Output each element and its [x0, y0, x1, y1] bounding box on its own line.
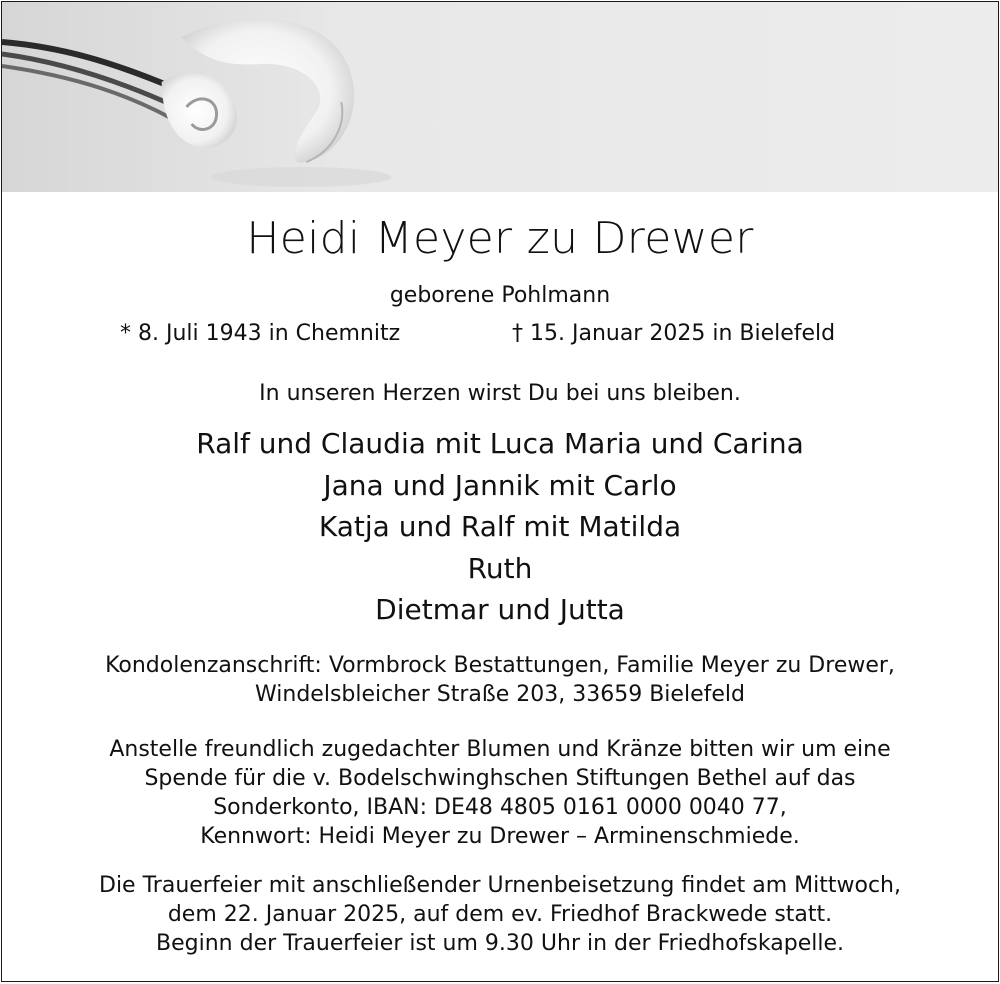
deceased-name: Heidi Meyer zu Drewer — [246, 213, 754, 264]
calla-lily-photo — [2, 2, 998, 192]
birth-name: geborene Pohlmann — [389, 283, 611, 308]
ceremony-info — [2, 871, 998, 958]
family-line: Ruth — [467, 551, 533, 585]
condolence-line: Kondolenzanschrift: Vormbrock Bestattungen, Familie Meyer zu Drewer, — [105, 653, 895, 678]
family-line: Katja und Ralf mit Matilda — [318, 510, 682, 543]
condolence-address — [2, 651, 998, 709]
donation-line: Spende für die v. Bodelschwinghschen Stiftungen Bethel auf das — [144, 766, 856, 791]
calla-lily-image — [2, 2, 998, 192]
donation-line: Sonderkonto, IBAN: DE48 4805 0161 0000 0040 77, — [213, 795, 787, 820]
birth-date: * 8. Juli 1943 in Chemnitz — [120, 321, 401, 346]
family-line: Jana und Jannik mit Carlo — [323, 468, 677, 502]
obituary-notice — [1, 1, 999, 982]
donation-line: Kennwort: Heidi Meyer zu Drewer – Arminenschmiede. — [200, 824, 800, 849]
condolence-line: Windelsbleicher Straße 203, 33659 Bielefeld — [255, 682, 745, 707]
ceremony-line: dem 22. Januar 2025, auf dem ev. Friedhof Brackwede statt. — [167, 902, 833, 927]
ceremony-line: Beginn der Trauerfeier ist um 9.30 Uhr in der Friedhofskapelle. — [156, 931, 844, 956]
family-list — [2, 423, 998, 631]
death-date: † 15. Januar 2025 in Bielefeld — [512, 321, 836, 346]
donation-request — [2, 735, 998, 851]
memorial-quote: In unseren Herzen wirst Du bei uns bleiben. — [259, 381, 741, 406]
ceremony-line: Die Trauerfeier mit anschließender Urnenbeisetzung findet am Mittwoch, — [99, 873, 901, 898]
family-line: Dietmar und Jutta — [375, 593, 625, 626]
donation-line: Anstelle freundlich zugedachter Blumen und Kränze bitten wir um eine — [109, 737, 891, 762]
family-line: Ralf und Claudia mit Luca Maria und Carina — [196, 427, 804, 460]
life-dates — [2, 320, 998, 350]
